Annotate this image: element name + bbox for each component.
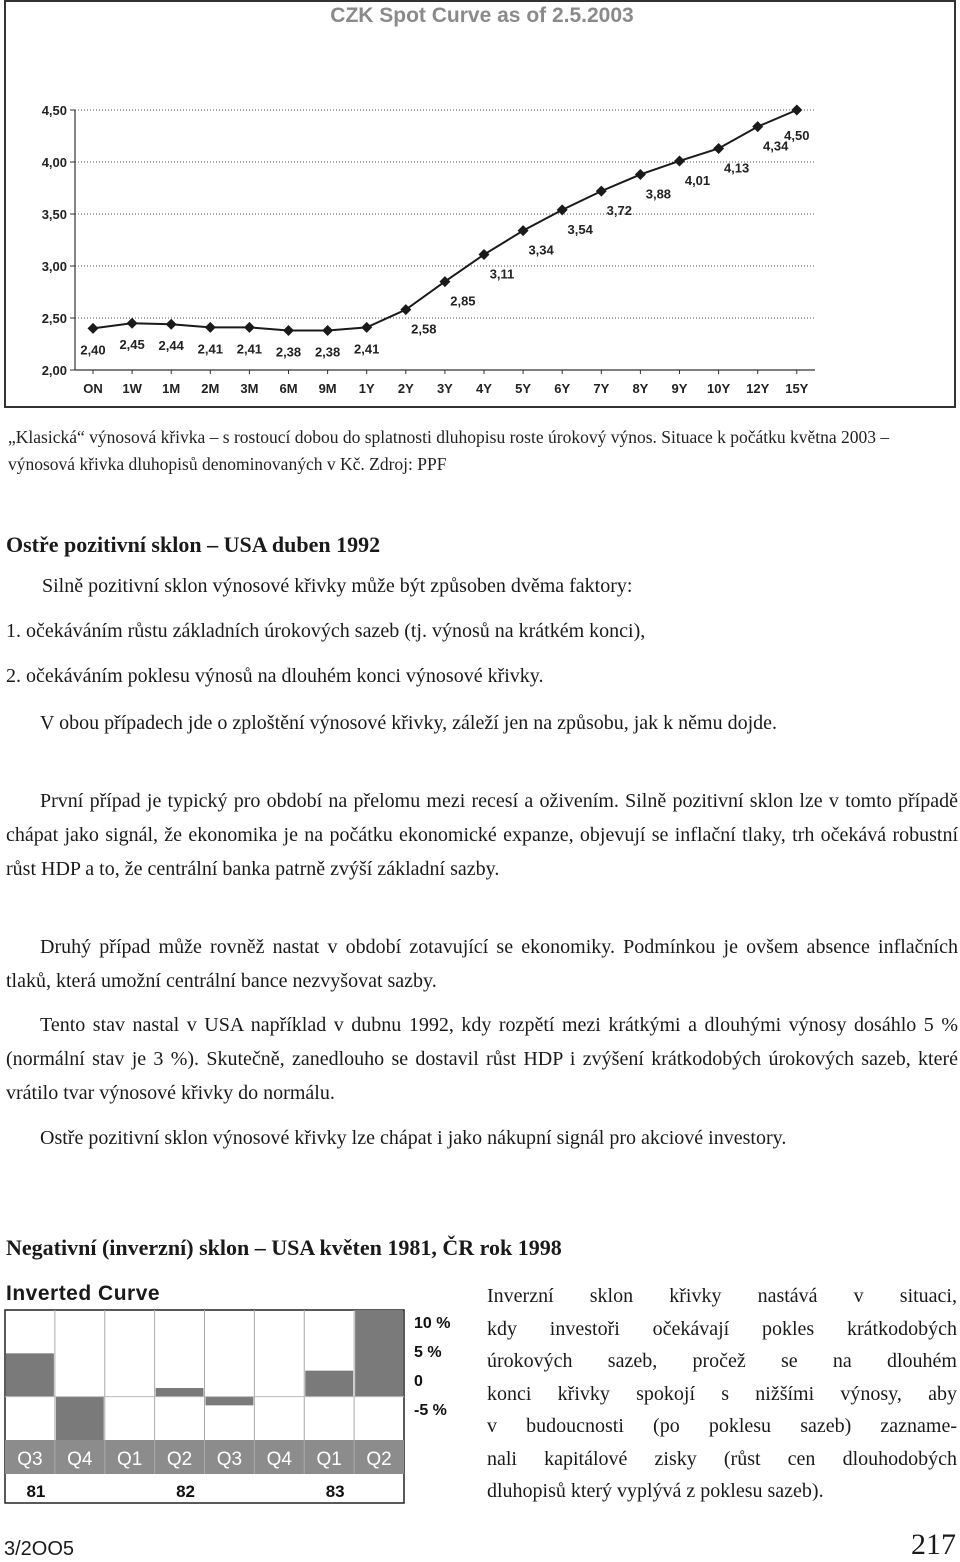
year-label: 81 (26, 1482, 46, 1501)
x-tick-label: 5Y (515, 381, 532, 396)
x-tick-label: 7Y (593, 381, 610, 396)
chart-title: CZK Spot Curve as of 2.5.2003 (330, 4, 634, 27)
data-label: 4,01 (684, 172, 711, 188)
x-tick-label: Q4 (266, 1449, 292, 1470)
y-tick-label: 5 % (414, 1344, 442, 1361)
side-text-line: dluhopisů který vyplývá z poklesu sazeb). (487, 1480, 824, 1502)
paragraph: V obou případech jde o zploštění výnosové křivky, záleží jen na způsobu, jak k němu dojde. (40, 712, 778, 734)
x-tick-label: 6M (279, 381, 298, 396)
figure-caption: „Klasická“ výnosová křivka – s rostoucí dobou do splatnosti dluhopisu roste úrokový výnos. Situace k počátku května 2003 – výnosová křivka dluhopisů denominovaných v Kč. Zdroj: PPF (8, 427, 890, 474)
data-label: 2,40 (80, 342, 106, 358)
data-point (674, 155, 685, 166)
x-tick-label: Q2 (366, 1449, 392, 1470)
data-point (791, 105, 802, 116)
data-label: 2,38 (275, 344, 302, 360)
data-label: 3,54 (567, 221, 593, 237)
x-tick-label: ON (83, 381, 103, 396)
series-line (93, 110, 797, 330)
data-label: 2,41 (236, 341, 263, 357)
y-tick-label: 10 % (414, 1315, 451, 1332)
data-label: 2,85 (450, 293, 476, 309)
x-tick-label: 12Y (746, 381, 770, 396)
x-tick-label: Q2 (166, 1449, 193, 1470)
data-label: 2,44 (158, 338, 184, 354)
data-point (635, 169, 646, 180)
section-heading-positive: Ostře pozitivní sklon – USA duben 1992 (6, 532, 381, 557)
data-point (596, 186, 607, 197)
data-point (752, 121, 763, 132)
x-tick-label: 6Y (554, 381, 571, 396)
section-heading-negative: Negativní (inverzní) sklon – USA květen 1981, ČR rok 1998 (6, 1235, 562, 1260)
y-tick-label: 2,50 (41, 311, 67, 326)
data-label: 3,34 (528, 242, 554, 258)
y-tick-label: 2,00 (41, 363, 67, 378)
x-tick-label: 3Y (436, 381, 453, 396)
data-point (88, 323, 99, 334)
inverted-curve-chart (0, 1300, 470, 1515)
x-tick-label: 1Y (358, 381, 375, 396)
x-tick-label: 8Y (632, 381, 649, 396)
bar (6, 1353, 54, 1396)
y-tick-label: 4,50 (41, 103, 67, 118)
x-tick-label: Q1 (117, 1449, 143, 1470)
year-label: 82 (176, 1482, 196, 1501)
data-label: 3,11 (489, 266, 515, 282)
paragraph: Tento stav nastal v USA například v dubnu 1992, kdy rozpětí mezi krátkými a dlouhými výnosy dosáhlo 5 % (normální stav je 3 %). Skutečně, zanedlouho se dostavil růst HDP i zvýšení krátkodobých úrokových sazeb, které vrátilo tvar výnosové křivky do normálu. (6, 1014, 958, 1104)
data-label: 3,88 (645, 186, 672, 202)
bar (156, 1388, 204, 1397)
data-label: 4,50 (784, 128, 810, 143)
y-tick-label: 3,50 (41, 207, 67, 222)
data-label: 2,45 (119, 337, 145, 353)
side-text-line: Inverzní sklon křivky nastává v situaci, (487, 1285, 957, 1307)
issue-number: 3/2OO5 (4, 1538, 75, 1560)
data-label: 2,41 (354, 341, 380, 357)
data-label: 2,58 (411, 321, 437, 337)
side-text-line: konci křivky spokojí s nižšími výnosy, aby (487, 1382, 957, 1405)
side-text-line: v budoucnosti (po poklesu sazeb) zazname- (487, 1415, 957, 1437)
data-point (322, 325, 333, 336)
data-point (244, 322, 255, 333)
x-tick-label: 9Y (671, 381, 688, 396)
x-tick-label: 4Y (476, 381, 492, 396)
x-tick-label: Q3 (216, 1449, 243, 1470)
intro-text: Silně pozitivní sklon výnosové křivky může být způsoben dvěma faktory: (42, 575, 633, 597)
data-label: 3,72 (606, 203, 632, 219)
side-text-line: úrokových sazeb, pročež se na dlouhém (487, 1350, 957, 1372)
spot-curve-plot (0, 0, 960, 410)
paragraph: První případ je typický pro období na přelomu mezi recesí a oživením. Silně pozitivní sklon lze v tomto případě chápat jako signál, že ekonomika je na počátku ekonomické expanze, objevují se inflační tlaky, trh očekává robustní růst HDP a to, že centrální banka patrně zvýší základní sazby. (6, 790, 958, 880)
data-label: 4,13 (723, 160, 750, 176)
x-tick-label: 3M (240, 381, 259, 396)
bar (305, 1371, 353, 1397)
data-point (127, 318, 138, 329)
list-item: 1. očekáváním růstu základních úrokových sazeb (tj. výnosů na krátkém konci), (6, 620, 646, 642)
paragraph: Druhý případ může rovněž nastat v období zotavující se ekonomiky. Podmínkou je ovšem absence inflačních tlaků, která umožní centrální bance nezvyšovat sazby. (6, 936, 958, 992)
year-label: 83 (325, 1482, 345, 1501)
data-label: 4,34 (763, 138, 789, 154)
chart-title: Inverted Curve (6, 1282, 161, 1305)
x-tick-label: Q1 (316, 1449, 342, 1470)
data-label: 2,41 (197, 341, 223, 357)
side-text-line: nali kapitálové zisky (růst cen dlouhodobých (487, 1447, 957, 1470)
x-tick-label: Q4 (67, 1449, 93, 1470)
side-text-line: kdy investoři očekávají pokles krátkodobých (487, 1317, 957, 1340)
data-point (205, 322, 216, 333)
y-tick-label: 4,00 (41, 155, 67, 170)
y-tick-label: 0 (414, 1373, 423, 1390)
paragraph: Ostře pozitivní sklon výnosové křivky lze chápat i jako nákupní signál pro akciové investory. (40, 1127, 787, 1149)
data-point (713, 143, 724, 154)
x-tick-label: Q3 (17, 1449, 43, 1470)
x-tick-label: 2Y (397, 381, 414, 396)
x-tick-label: 10Y (707, 381, 731, 396)
x-tick-label: 1M (162, 381, 181, 396)
data-point (361, 322, 372, 333)
x-tick-label: 2M (201, 381, 220, 396)
x-tick-label: 9M (318, 381, 337, 396)
y-tick-label: -5 % (414, 1402, 447, 1419)
list-item: 2. očekáváním poklesu výnosů na dlouhém konci výnosové křivky. (6, 665, 544, 687)
x-tick-label: 1W (122, 381, 142, 396)
page-number: 217 (911, 1528, 956, 1561)
bar (56, 1397, 104, 1440)
bar (206, 1397, 254, 1406)
x-tick-label: 15Y (785, 381, 809, 396)
bar (355, 1310, 403, 1397)
y-tick-label: 3,00 (41, 259, 67, 274)
data-point (283, 325, 294, 336)
data-label: 2,38 (314, 344, 341, 360)
data-point (518, 225, 529, 236)
data-point (166, 319, 177, 330)
